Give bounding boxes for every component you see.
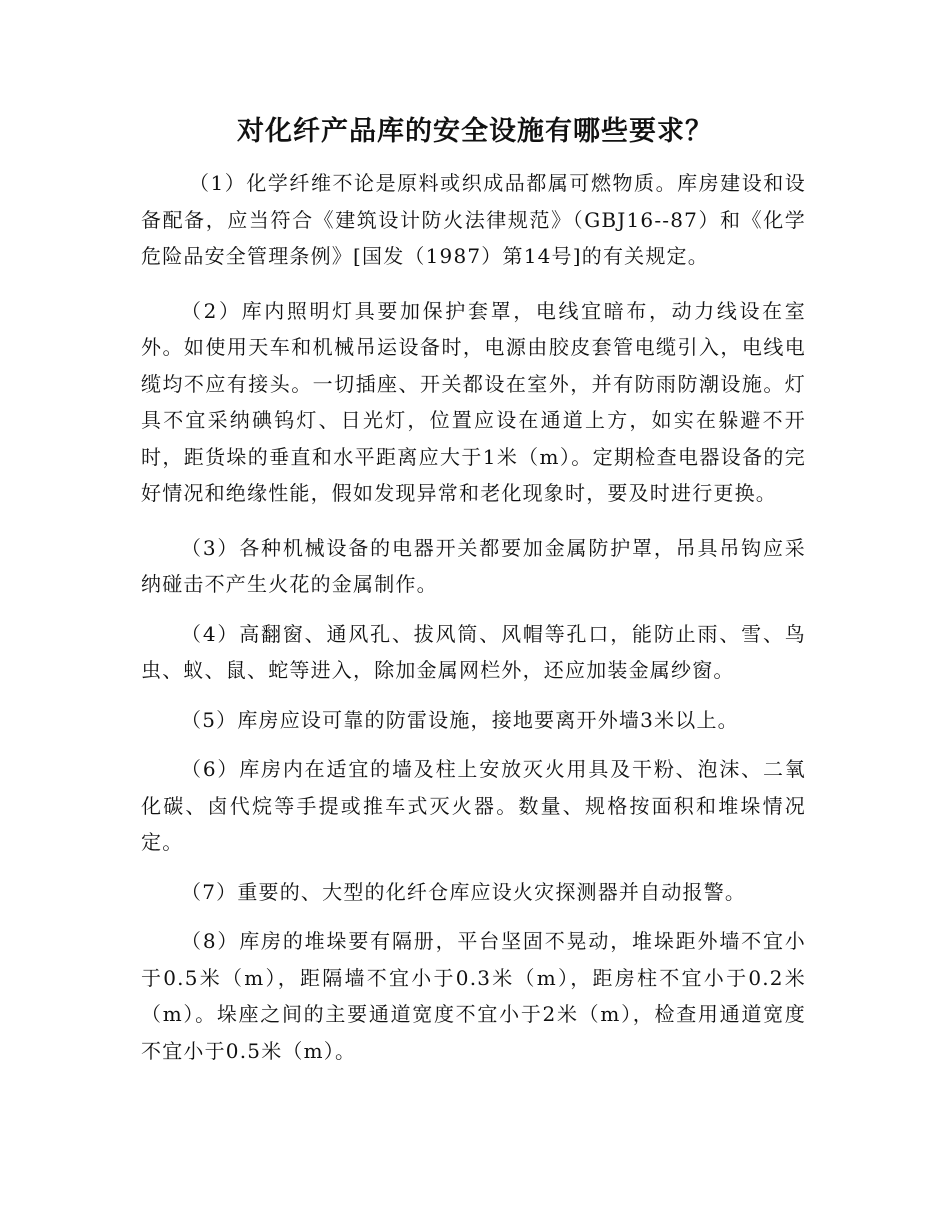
paragraph-3: （3）各种机械设备的电器开关都要加金属防护罩，吊具吊钩应采纳碰击不产生火花的金属制作。 (141, 535, 806, 596)
paragraph-1: （1）化学纤维不论是原料或织成品都属可燃物质。库房建设和设备配备，应当符合《建筑设计防火法律规范》（GBJ16--87）和《化学危险品安全管理条例》[国发（1987）第14号]的有关规定。 (141, 171, 806, 268)
paragraph-7: （7）重要的、大型的化纤仓库应设火灾探测器并自动报警。 (181, 879, 747, 904)
paragraph-6: （6）库房内在适宜的墙及柱上安放灭火用具及干粉、泡沫、二氧化碳、卤代烷等手提或推车式灭火器。数量、规格按面积和堆垛情况定。 (141, 757, 806, 854)
paragraph-2: （2）库内照明灯具要加保护套罩，电线宜暗布，动力线设在室外。如使用天车和机械吊运设备时，电源由胶皮套管电缆引入，电线电缆均不应有接头。一切插座、开关都设在室外，并有防雨防潮设施。灯具不宜采纳碘钨灯、日光灯，位置应设在通道上方，如实在躲避不开时，距货垛的垂直和水平距离应大于1米（m）。定期检查电器设备的完好情况和绝缘性能，假如发现异常和老化现象时，要及时进行更换。 (141, 298, 806, 505)
paragraph-8: （8）库房的堆垛要有隔册，平台坚固不晃动，堆垛距外墙不宜小于0.5米（m），距隔墙不宜小于0.3米（m），距房柱不宜小于0.2米（m）。垛座之间的主要通道宽度不宜小于2米（m），检查用通道宽度不宜小于0.5米（m）。 (141, 929, 806, 1063)
paragraph-4: （4）高翻窗、通风孔、拔风筒、风帽等孔口，能防止雨、雪、鸟虫、蚁、鼠、蛇等进入，除加金属网栏外，还应加装金属纱窗。 (141, 621, 806, 682)
document-body (141, 165, 806, 1069)
document-title: 对化纤产品库的安全设施有哪些要求？ (237, 116, 713, 147)
paragraph-5: （5）库房应设可靠的防雷设施，接地要离开外墙3米以上。 (181, 707, 739, 732)
